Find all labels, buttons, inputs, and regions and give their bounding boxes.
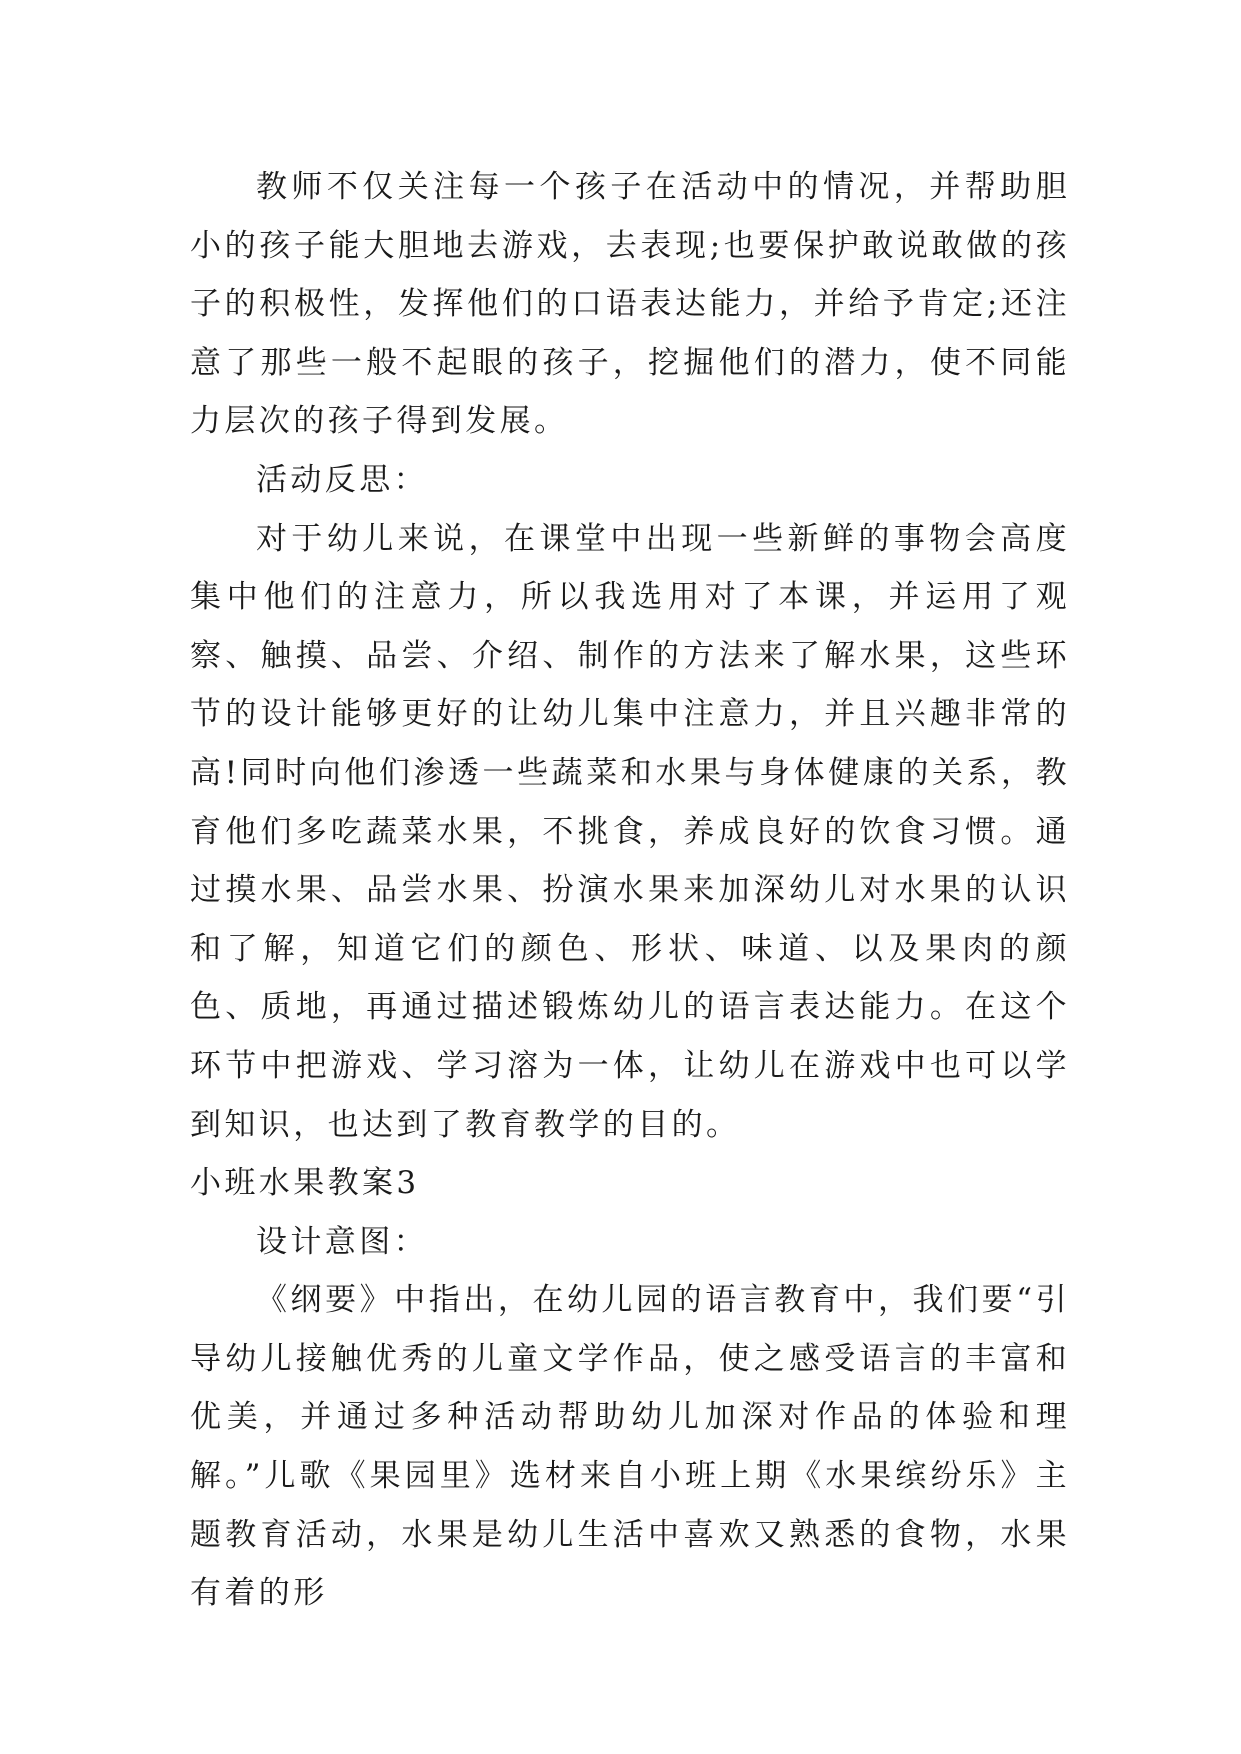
- paragraph-reflection: 对于幼儿来说，在课堂中出现一些新鲜的事物会高度集中他们的注意力，所以我选用对了本课，并运用了观察、触摸、品尝、介绍、制作的方法来了解水果，这些环节的设计能够更好的让幼儿集中注意力，并且兴趣非常的高!同时向他们渗透一些蔬菜和水果与身体健康的关系，教育他们多吃蔬菜水果，不挑食，养成良好的饮食习惯。通过摸水果、品尝水果、扮演水果来加深幼儿对水果的认识和了解，知道它们的颜色、形状、味道、以及果肉的颜色、质地，再通过描述锻炼幼儿的语言表达能力。在这个环节中把游戏、学习溶为一体，让幼儿在游戏中也可以学到知识，也达到了教育教学的目的。: [190, 520, 1070, 1143]
- paragraph-teacher-attention: 教师不仅关注每一个孩子在活动中的情况，并帮助胆小的孩子能大胆地去游戏，去表现;也要保护敢说敢做的孩子的积极性，发挥他们的口语表达能力，并给予肯定;还注意了那些一般不起眼的孩子，挖掘他们的潜力，使不同能力层次的孩子得到发展。: [190, 169, 1070, 440]
- paragraph-design-intent: 《纲要》中指出，在幼儿园的语言教育中，我们要“引导幼儿接触优秀的儿童文学作品，使之感受语言的丰富和优美，并通过多种活动帮助幼儿加深对作品的体验和理解。”儿歌《果园里》选材来自小班上期《水果缤纷乐》主题教育活动，水果是幼儿生活中喜欢又熟悉的食物，水果有着的形: [190, 1282, 1070, 1612]
- section-label-design-intent: 设计意图：: [256, 1223, 428, 1260]
- section-label-activity-reflection: 活动反思：: [256, 461, 428, 498]
- lesson-plan-heading: 小班水果教案3: [190, 1165, 420, 1202]
- document-body: [190, 158, 1070, 1623]
